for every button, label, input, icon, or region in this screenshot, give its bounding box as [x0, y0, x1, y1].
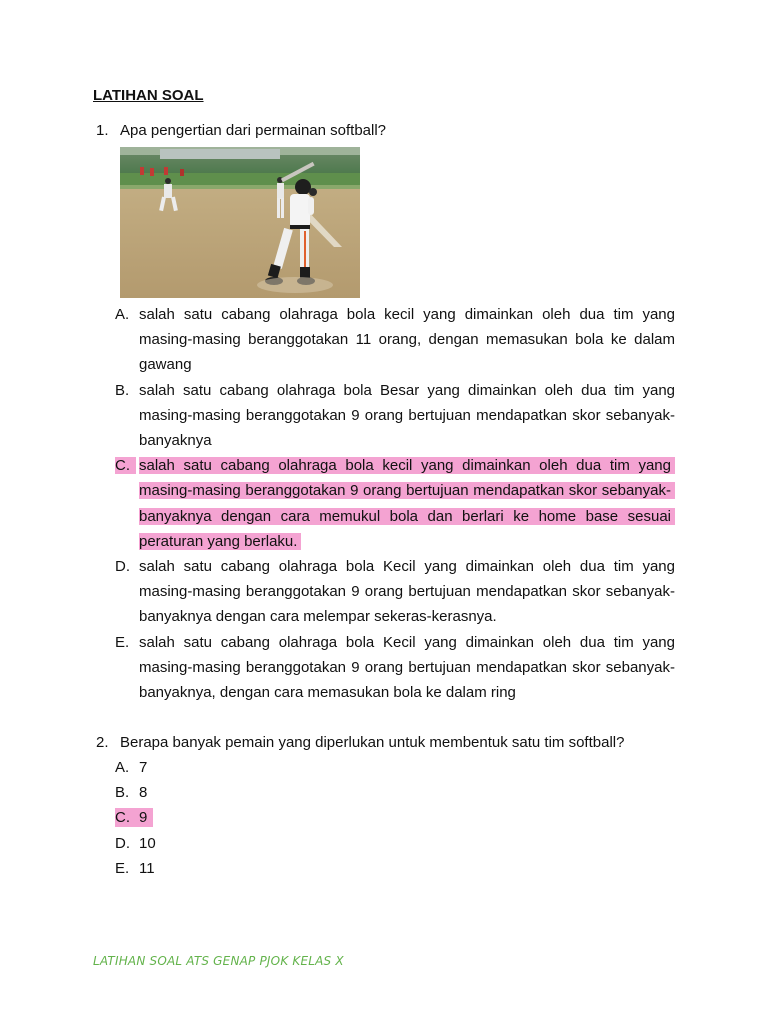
question-1 — [96, 122, 386, 140]
option-text: 10 — [139, 834, 156, 852]
question-number: 2. — [96, 734, 109, 751]
option-d[interactable] — [115, 554, 675, 630]
option-letter: A. — [115, 306, 130, 323]
option-e[interactable] — [115, 856, 156, 881]
option-letter: C. — [115, 809, 130, 827]
option-b[interactable] — [115, 378, 675, 454]
page-title: LATIHAN SOAL — [93, 87, 204, 104]
option-text: salah satu cabang olahraga bola Besar yang dimainkan oleh dua tim yang masing-masing beranggotakan 9 orang bertujuan mendapatkan skor sebanyak-banyaknya — [139, 381, 675, 450]
option-text: 9 — [139, 809, 148, 827]
option-text: salah satu cabang olahraga bola kecil yang dimainkan oleh dua tim yang masing-masing beranggotakan 9 orang bertujuan mendapatkan skor sebanyak-banyaknya dengan cara memukul bola dan berlari ke home base sesuai peraturan yang berlaku. — [139, 457, 675, 550]
option-letter: A. — [115, 759, 130, 776]
option-c-highlighted[interactable] — [115, 453, 675, 554]
option-text: 11 — [139, 859, 155, 877]
option-text: 7 — [139, 759, 148, 776]
softball-photo — [120, 147, 360, 298]
option-a[interactable] — [115, 302, 675, 378]
question-text: Berapa banyak pemain yang diperlukan untuk membentuk satu tim softball? — [120, 734, 625, 751]
option-letter: E. — [115, 859, 130, 877]
option-letter: B. — [115, 381, 130, 399]
question-number: 1. — [96, 122, 109, 139]
question-2 — [96, 734, 624, 752]
question-2-options — [115, 755, 156, 881]
option-b[interactable] — [115, 780, 156, 805]
option-d[interactable] — [115, 831, 156, 856]
option-letter: D. — [115, 558, 130, 576]
option-c-highlighted[interactable] — [115, 805, 156, 830]
question-text: Apa pengertian dari permainan softball? — [120, 122, 387, 139]
option-a[interactable] — [115, 755, 156, 780]
option-text: 8 — [139, 784, 148, 802]
option-letter: E. — [115, 633, 130, 651]
page-footer: LATIHAN SOAL ATS GENAP PJOK KELAS X — [93, 954, 344, 968]
option-text: salah satu cabang olahraga bola kecil yang dimainkan oleh dua tim yang masing-masing beranggotakan 11 orang, dengan memasukan bola ke dalam gawang — [139, 306, 675, 374]
option-letter: B. — [115, 784, 130, 802]
option-letter: C. — [115, 457, 136, 474]
option-e[interactable] — [115, 630, 675, 706]
option-letter: D. — [115, 834, 130, 852]
question-1-options — [115, 302, 675, 705]
option-text: salah satu cabang olahraga bola Kecil yang dimainkan oleh dua tim yang masing-masing beranggotakan 9 orang bertujuan mendapatkan skor sebanyak-banyaknya dengan cara melempar sekeras-kerasnya. — [139, 558, 675, 626]
option-text: salah satu cabang olahraga bola Kecil yang dimainkan oleh dua tim yang masing-masing beranggotakan 9 orang bertujuan mendapatkan skor sebanyak-banyaknya, dengan cara memasukan bola ke dalam ring — [139, 633, 675, 702]
